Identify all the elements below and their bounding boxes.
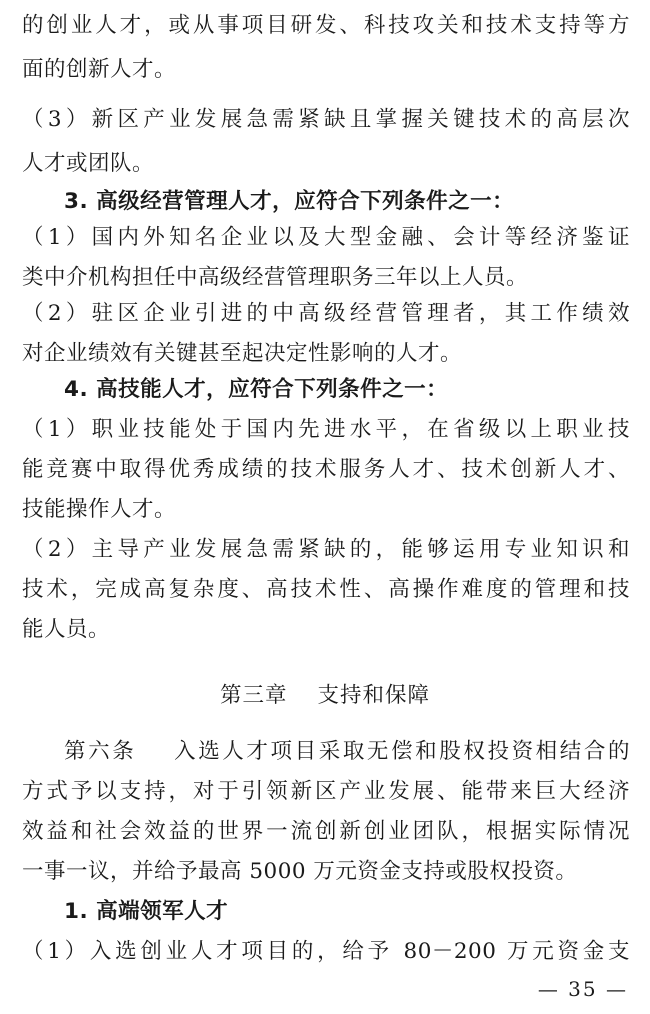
list-item-line: 类中介机构担任中高级经营管理职务三年以上人员。: [22, 265, 529, 290]
paragraph-line: 面的创新人才。: [22, 57, 177, 82]
article-text: 入选人才项目采取无偿和股权投资相结合的: [174, 739, 630, 764]
list-item-line: （1）入选创业人才项目的，给予 80－200 万元资金支: [22, 939, 630, 964]
section-heading: 4. 高技能人才，应符合下列条件之一：: [64, 377, 449, 402]
article-label: 第六条: [64, 739, 137, 764]
list-item-line: （2）驻区企业引进的中高级经营管理者，其工作绩效: [22, 301, 630, 326]
paragraph-line: 一事一议，并给予最高 5000 万元资金支持或股权投资。: [22, 859, 578, 884]
chapter-number: 第三章: [219, 683, 288, 708]
chapter-heading: [0, 682, 650, 710]
list-item-line: 对企业绩效有关键甚至起决定性影响的人才。: [22, 341, 463, 366]
list-item-line: 能人员。: [22, 617, 111, 642]
paragraph-line: 效益和社会效益的世界一流创新创业团队，根据实际情况: [22, 819, 630, 844]
list-item-line: 人才或团队。: [22, 151, 155, 176]
paragraph-line: 的创业人才，或从事项目研发、科技攻关和技术支持等方: [22, 13, 630, 38]
list-item-line: 技能操作人才。: [22, 497, 177, 522]
section-heading: 3. 高级经营管理人才，应符合下列条件之一：: [64, 189, 515, 214]
list-item-line: （3）新区产业发展急需紧缺且掌握关键技术的高层次: [22, 107, 630, 132]
list-item-line: （1）国内外知名企业以及大型金融、会计等经济鉴证: [22, 225, 630, 250]
section-heading: 1. 高端领军人才: [64, 899, 229, 924]
list-item-line: 技术，完成高复杂度、高技术性、高操作难度的管理和技: [22, 577, 630, 602]
list-item-line: （2）主导产业发展急需紧缺的，能够运用专业知识和: [22, 537, 630, 562]
list-item-line: 能竞赛中取得优秀成绩的技术服务人才、技术创新人才、: [22, 457, 630, 482]
chapter-title: 支持和保障: [317, 683, 431, 708]
article-line: [64, 738, 630, 766]
list-item-line: （1）职业技能处于国内先进水平，在省级以上职业技: [22, 417, 630, 442]
page-number: — 35 —: [537, 977, 628, 1001]
paragraph-line: 方式予以支持，对于引领新区产业发展、能带来巨大经济: [22, 779, 630, 804]
